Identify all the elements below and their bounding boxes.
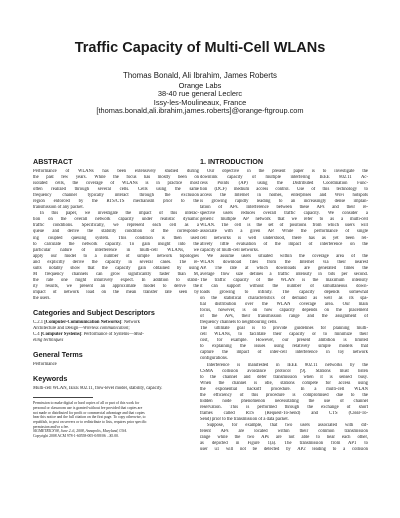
intro-line: the efficiency of this procedure is compromised due to the	[200, 392, 368, 398]
author-email: [thomas.bonald,ali.ibrahim,james.roberts]@orange-ftgroup.com	[96, 106, 304, 116]
abstract-line: tion on the overall network capacity under realistic dynamic	[33, 217, 199, 223]
category-text: Architecture and Design—	[33, 326, 83, 332]
intro-line: ferent APs are located within their common transmission	[200, 429, 368, 435]
permission-line: Permission to make digital or hard copies of all or part of this work for	[33, 401, 140, 406]
intro-line: to explaining the issues using relatively simple models that	[200, 344, 368, 350]
permission-line: bear this notice and the full citation on the first page. To copy otherwise, to	[33, 415, 146, 420]
abstract-line: particular nature of interference in multi-cell WLANs, we	[33, 247, 199, 253]
intro-line: tial distribution over the WLAN coverage area. Our main	[200, 302, 368, 308]
copyright-line: Copyright 2008 ACM 978-1-60558-005-0/08/06 ...$5.00.	[33, 433, 119, 438]
abstract-line: In this paper, we investigate the impact of this interac-	[40, 211, 199, 217]
keywords-heading: Keywords	[33, 374, 68, 384]
intro-line: it can support without the number of simultaneous down-	[200, 283, 368, 289]
category-suffix: : Network	[121, 320, 140, 326]
category-code: C.4	[33, 332, 41, 338]
intro-line: capture the impact of inter-cell interference in toy network	[200, 350, 368, 356]
intro-line: user u1 will not be detected by AP2 leading to a collision	[200, 447, 368, 453]
abstract-line: traffic conditions. Specifically, we represent each cell as a	[33, 223, 199, 229]
intro-line: WLAN download files from the Internet via their nearest	[200, 259, 368, 265]
general-terms-text: Performance	[33, 362, 57, 368]
abstract-line: region enforced by the RTS/CTS mechanism prior to the	[33, 199, 199, 205]
keywords-text: Multi-cell WLAN, IEEE 802.11, flow-level model, stability, capacity.	[33, 386, 163, 392]
intro-line: CSMA collision avoidance protocol [9]. Stations must listen	[200, 368, 368, 374]
intro-line: Suppose, for example, that two users associated with dif-	[207, 422, 368, 428]
intro-line: frequency channels to neighbouring cells.	[200, 320, 278, 326]
intro-line: tion (DCF) medium access control. Use of this technology to	[200, 187, 368, 193]
intro-line: configurations.	[200, 356, 228, 362]
paper-title: Traffic Capacity of Multi-Cell WLANs	[74, 40, 326, 56]
intro-line: range while the two APs are not able to hear each other,	[200, 435, 368, 441]
abstract-line: often realized through several cells. Cells using the same	[33, 187, 199, 193]
author-block	[0, 72, 400, 116]
intro-line: is growing rapidly leading to an increasingly dense implan-	[200, 199, 368, 205]
categories-heading: Categories and Subject Descriptors	[33, 308, 155, 318]
intro-line: WLAN. The cell is the set of positions from which users will	[200, 223, 368, 229]
general-terms-heading: General Terms	[33, 350, 83, 360]
intro-line: loads growing to infinity. The capacity depends somewhat	[200, 289, 368, 295]
abstract-line: to calculate the network capacity. To gain insight into the	[33, 241, 199, 247]
intro-line: the exponential backoff procedure. In a multi-cell WLAN	[200, 386, 368, 392]
intro-line: cell networks is well understood, there has as yet been rel-	[200, 235, 368, 241]
intro-line: capacity of multi-cell networks.	[200, 247, 260, 253]
intro-line: generic multiple AP network that we refer to as a multi-cell	[200, 217, 368, 223]
category-text: : Performance of Systems—	[81, 332, 134, 338]
abstract-body	[33, 169, 199, 302]
abstract-line: frequency channel typically interact through the exclusion	[33, 193, 199, 199]
permission-line: not made or distributed for profit or commercial advantage and that copies	[33, 410, 145, 415]
intro-line: of the APs, their transmission range and the assignment of	[200, 314, 368, 320]
intro-line: spective users reduces overall traffic capacity. We consider a	[200, 211, 368, 217]
footnote-divider	[33, 397, 93, 398]
intro-line: access the Internet in homes, enterprises and WiFi hotspots	[200, 193, 368, 199]
abstract-line: the past few years. While the focus has mostly been on	[33, 175, 199, 181]
abstract-line: M frequency channels can grow significantly faster than M,	[33, 271, 199, 277]
permission-line: republish, to post on servers or to redistribute to lists, requires prior specific	[33, 419, 147, 424]
address-line-2: Issy-les-Moulineaux, France	[153, 97, 247, 107]
category-line: eling techniques	[33, 338, 64, 344]
intro-line: cell WLANs, to facilitate their capacity or to minimize their	[200, 332, 368, 338]
abstract-line: transmission of any packet.	[33, 205, 84, 211]
category-descriptor: Mod-	[133, 332, 144, 338]
intro-line: hidden node phenomenon necessitating the use of channel	[200, 398, 368, 404]
intro-line: cess Points (AP) using the Distributed Coordination Func-	[200, 181, 368, 187]
intro-line: to the channel and defer transmission when it is sensed busy.	[200, 374, 368, 380]
intro-line: focus, however, is on how capacity depends on the placement	[200, 308, 368, 314]
intro-line: AP. The rate at which downloads are generated times the	[200, 265, 368, 271]
intro-line: The ultimate goal is to provide guidelines for planning multi-	[200, 326, 368, 332]
abstract-line: apply our model to a number of simple network topologies	[33, 253, 199, 259]
permission-line: personal or classroom use is granted without fee provided that copies are	[33, 405, 143, 410]
intro-line: associate with a given AP. While the performance of single	[200, 229, 368, 235]
left-column	[33, 157, 199, 439]
abstract-line: the users.	[33, 295, 51, 301]
intro-line: frames called RTS (Request-To-Send) and CTS (Clear-To-	[200, 410, 368, 416]
intro-line: Our objective in the present paper is to investigate the	[207, 169, 368, 174]
abstract-line: queue and derive the stability condition of the correspond-	[33, 229, 199, 235]
abstract-line: ity results, we present an approximate model to derive the	[33, 283, 199, 289]
category-code: C.2.1	[33, 320, 45, 326]
intro-line: atively little evaluation of the impact of interference on the	[200, 241, 368, 247]
permission-notice	[33, 401, 199, 438]
intro-line: The traffic capacity of the WLAN is the maximum intensity	[200, 277, 368, 283]
intro-line: When the channel is idle, stations compete for access using	[200, 380, 368, 386]
abstract-line: ing coupled queuing system. This condition is then used	[33, 235, 199, 241]
intro-line: Interference is manifested in IEEE 802.11 networks by the	[207, 362, 368, 368]
intro-line: reservation. This is performed through the exchange of short	[200, 404, 368, 410]
category-descriptor: Wireless communication	[83, 326, 129, 332]
intro-line: on the statistical characteristics of demand as well as its spa-	[200, 295, 368, 301]
conference-line: SIGMETRICS'08, June 2–6, 2008, Annapolis, Maryland, USA.	[33, 429, 128, 434]
affiliation: Orange Labs	[178, 80, 222, 90]
abstract-line: sults notably show that the capacity gain obtained by using	[33, 265, 199, 271]
permission-line: permission and/or a fee.	[33, 424, 70, 429]
abstract-line: the rate one might intuitively expect. In addition to stabil-	[33, 277, 199, 283]
abstract-line: isolated cells, the coverage of WLANs is in practice most	[33, 181, 199, 187]
intro-line: tation of APs. Interference between these APs and their re-	[200, 205, 368, 211]
introduction-heading: 1. INTRODUCTION	[200, 157, 264, 166]
abstract-heading: ABSTRACT	[33, 157, 73, 166]
categories-body	[33, 320, 199, 344]
category-name: [Computer Systems]	[40, 332, 82, 338]
introduction-body	[200, 169, 368, 453]
right-column	[200, 157, 368, 453]
abstract-line: impact of network load on the mean transfer rate seen by	[33, 289, 199, 295]
intro-line: as depicted in Figure 1(a). The transmission from AP1 to	[200, 441, 368, 447]
intro-line: downlink capacity of multiple interfering IEEE 802.11 Ac-	[200, 175, 368, 181]
abstract-line: and explicitly derive the capacity in several cases. The re-	[33, 259, 199, 265]
intro-line: We assume users situated within the coverage area of the	[207, 253, 368, 259]
address-line-1: 38-40 rue general Leclerc	[157, 89, 243, 99]
abstract-line: Performance of WLANs has been extensively studied during	[33, 169, 199, 174]
intro-line: cost, for example. However, our present ambition is limited	[200, 338, 368, 344]
category-suffix: ;	[128, 326, 130, 332]
category-name: [Computer-Communication Networks]	[44, 320, 122, 326]
intro-line: Send) prior to the transmission of a data packet.	[200, 416, 289, 422]
intro-line: average flow size defines a traffic intensity in bits per second.	[200, 271, 368, 277]
author-names: Thomas Bonald, Ali Ibrahim, James Roberts	[123, 71, 277, 80]
